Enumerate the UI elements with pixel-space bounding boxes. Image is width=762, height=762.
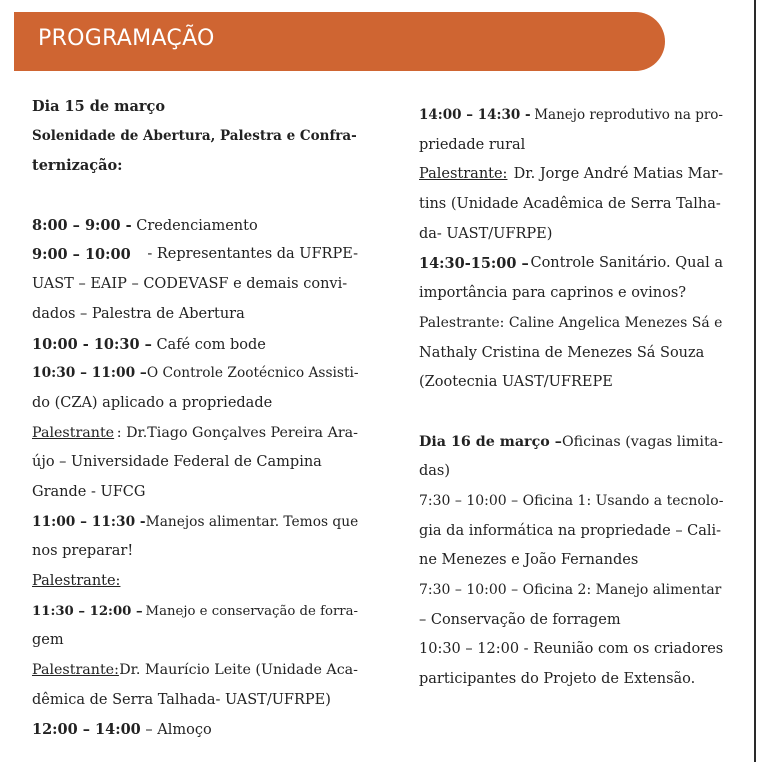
- time: 11:00 – 11:30 -: [32, 513, 146, 530]
- page-edge-line: [754, 0, 756, 762]
- section-header: [14, 12, 665, 71]
- day-text: Oficinas (vagas limita-: [561, 433, 723, 450]
- item-text: Controle Sanitário. Qual a: [530, 255, 723, 272]
- item-text: Manejo reprodutivo na pro-: [534, 107, 723, 123]
- workshop-item: 7:30 – 10:00 – Oficina 1: Usando a tecnolo-: [419, 492, 724, 509]
- time: 10:30 – 11:00 –: [32, 365, 147, 382]
- speaker: [419, 160, 723, 190]
- time: 8:00 – 9:00 -: [32, 216, 132, 234]
- speaker: [32, 419, 358, 449]
- item-text-cont: do (CZA) aplicado a propriedade: [32, 394, 273, 411]
- item-text: – Almoço: [145, 722, 212, 739]
- item-text-cont: priedade rural: [419, 136, 526, 153]
- speaker-text: Dr. Jorge André Matias Mar-: [513, 166, 723, 183]
- item-text-cont: gem: [32, 632, 64, 649]
- day-text-cont: das): [419, 463, 451, 480]
- speaker-label: Palestrante: [32, 424, 115, 441]
- item-text: Credenciamento: [136, 217, 258, 234]
- time: 12:00 – 14:00: [32, 721, 141, 739]
- speaker-label: Palestrante:: [32, 573, 121, 589]
- time: 14:00 – 14:30 -: [419, 107, 531, 123]
- schedule-item: [32, 359, 358, 389]
- item-text-cont: nos preparar!: [32, 543, 134, 560]
- day-label: Dia 16 de março –: [419, 433, 562, 450]
- event-title-cont: ternização:: [32, 157, 123, 175]
- speaker-label: Palestrante:: [32, 662, 119, 679]
- schedule-item: [32, 240, 358, 270]
- item-text: O Controle Zootécnico Assisti-: [146, 365, 359, 382]
- speaker-text-cont: da- UAST/UFRPE): [419, 225, 553, 242]
- spacer: [32, 181, 358, 211]
- speaker-text: Dr. Maurício Leite (Unidade Aca-: [119, 662, 358, 679]
- schedule-item: [32, 330, 358, 360]
- item-text-cont: importância para caprinos e ovinos?: [419, 285, 687, 302]
- workshop-text-cont: – Conservação de forragem: [419, 611, 621, 628]
- item-text: - Representantes da UFRPE-: [147, 246, 358, 263]
- item-text: Manejo e conservação de forra-: [145, 603, 358, 619]
- item-text-cont: dados – Palestra de Abertura: [32, 305, 245, 322]
- day-heading: Dia 15 de março: [32, 98, 166, 115]
- schedule-item: [419, 101, 723, 131]
- item-text: Café com bode: [156, 336, 266, 353]
- speaker-text: Palestrante: Caline Angelica Menezes Sá e: [419, 314, 723, 331]
- workshop-item: 7:30 – 10:00 – Oficina 2: Manejo alimentar: [419, 582, 722, 598]
- workshop-text-cont: ne Menezes e João Fernandes: [419, 552, 639, 569]
- spacer: [419, 398, 723, 428]
- speaker: [32, 567, 358, 597]
- item-text: Manejos alimentar. Temos que: [145, 513, 359, 530]
- speaker-label: Palestrante:: [419, 166, 508, 183]
- speaker: [32, 656, 358, 686]
- item-text-cont: UAST – EAIP – CODEVASF e demais convi-: [32, 276, 348, 293]
- time: 10:00 - 10:30 –: [32, 335, 152, 353]
- event-title-line: Solenidade de Abertura, Palestra e Confra-: [32, 127, 357, 144]
- workshop-text-cont: participantes do Projeto de Extensão.: [419, 671, 696, 688]
- time: 9:00 – 10:00: [32, 246, 131, 264]
- speaker-text-cont: Grande - UFCG: [32, 483, 146, 500]
- schedule-item: [32, 597, 358, 627]
- event-title: [32, 122, 358, 152]
- day-heading: [419, 428, 723, 458]
- right-column: [419, 101, 723, 695]
- speaker-text: : Dr.Tiago Gonçalves Pereira Ara-: [116, 424, 358, 441]
- speaker-text-cont: dêmica de Serra Talhada- UAST/UFRPE): [32, 691, 331, 708]
- section-title: PROGRAMAÇÃO: [38, 26, 215, 51]
- left-column: [32, 92, 358, 745]
- speaker-text-cont: (Zootecnia UAST/UFREPE: [419, 374, 613, 391]
- speaker-text-cont: tins (Unidade Acadêmica de Serra Talha-: [419, 196, 721, 213]
- workshop-item: 10:30 – 12:00 - Reunião com os criadores: [419, 641, 724, 658]
- time: 14:30-15:00 –: [419, 255, 529, 273]
- schedule-item: [32, 715, 358, 745]
- schedule-item: [32, 211, 358, 241]
- speaker-text-cont: Nathaly Cristina de Menezes Sá Souza: [419, 344, 705, 361]
- speaker-text-cont: újo – Universidade Federal de Campina: [32, 454, 322, 471]
- time: 11:30 – 12:00 –: [32, 603, 143, 619]
- workshop-text-cont: gia da informática na propriedade – Cali-: [419, 522, 722, 539]
- schedule-item: [419, 249, 723, 279]
- schedule-item: [32, 508, 358, 538]
